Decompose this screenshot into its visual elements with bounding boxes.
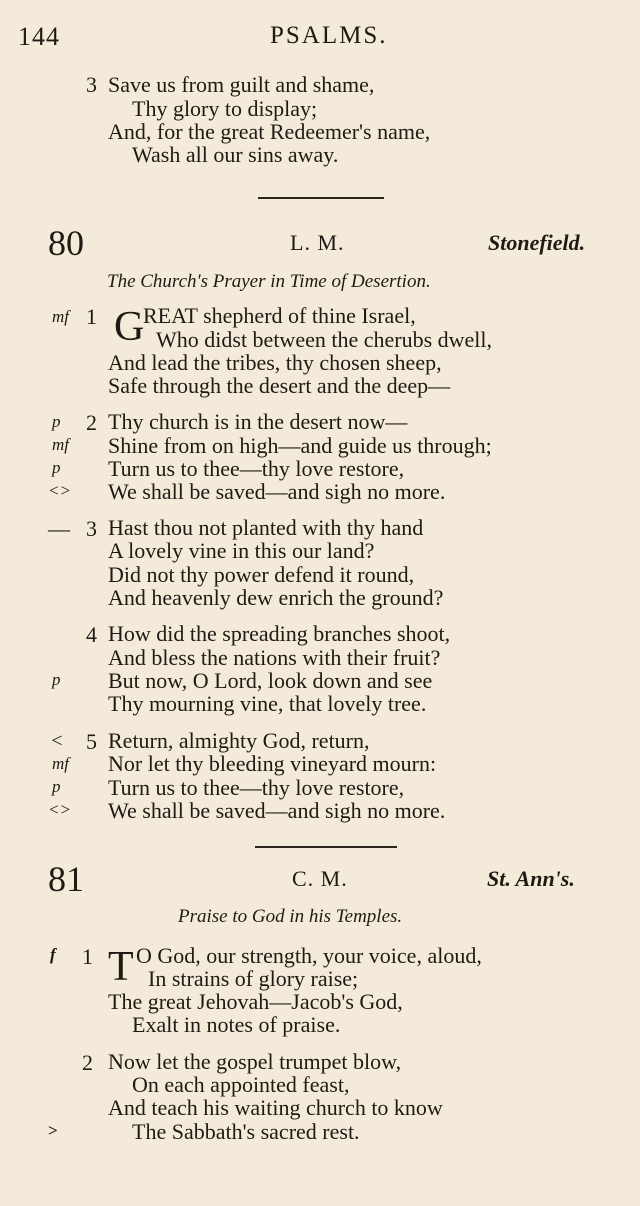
dynamic-mark: f <box>50 945 56 964</box>
page-number: 144 <box>18 22 60 51</box>
verse-line: Shine from on high—and guide us through; <box>108 433 492 458</box>
hymn-number: 80 <box>48 223 84 263</box>
verse-number: 4 <box>86 622 97 647</box>
verse-number: 3 <box>86 516 97 541</box>
verse-line: But now, O Lord, look down and see <box>108 668 433 693</box>
dynamic-mark: <> <box>48 481 71 500</box>
dynamic-mark: mf <box>52 754 69 773</box>
hymn-meter: L. M. <box>290 230 345 255</box>
verse-number: 3 <box>86 72 97 97</box>
dynamic-mark: p <box>52 412 61 431</box>
drop-cap: T <box>108 944 134 990</box>
verse-line: And bless the nations with their fruit? <box>108 645 441 670</box>
dynamic-mark: — <box>48 516 70 541</box>
verse-line: Exalt in notes of praise. <box>132 1012 341 1037</box>
verse-line: In strains of glory raise; <box>148 966 359 991</box>
dynamic-mark: <> <box>48 800 71 819</box>
verse-line: Who didst between the cherubs dwell, <box>156 327 493 352</box>
verse-line: Return, almighty God, return, <box>108 728 370 753</box>
verse-line: Nor let thy bleeding vineyard mourn: <box>108 751 437 776</box>
hymn-tune: Stonefield. <box>488 230 586 255</box>
verse-line: The great Jehovah—Jacob's God, <box>108 989 403 1014</box>
verse-line: Turn us to thee—thy love restore, <box>108 456 405 481</box>
dynamic-mark: p <box>52 458 61 477</box>
dynamic-mark: > <box>48 1121 58 1140</box>
verse-line: Thy glory to display; <box>132 96 318 121</box>
verse-line: Hast thou not planted with thy hand <box>108 515 424 540</box>
divider <box>255 846 397 848</box>
verse-line: Thy mourning vine, that lovely tree. <box>108 691 427 716</box>
verse-line: On each appointed feast, <box>132 1072 350 1097</box>
verse-line: A lovely vine in this our land? <box>108 538 375 563</box>
dynamic-mark: p <box>52 777 61 796</box>
hymn-number: 81 <box>48 859 84 899</box>
verse-line: O God, our strength, your voice, aloud, <box>136 943 482 968</box>
verse-line: Did not thy power defend it round, <box>108 562 415 587</box>
verse-line: Now let the gospel trumpet blow, <box>108 1049 402 1074</box>
dynamic-mark: mf <box>52 307 69 326</box>
dynamic-mark: mf <box>52 435 69 454</box>
verse-line: Save us from guilt and shame, <box>108 72 375 97</box>
dynamic-mark: < <box>50 730 64 752</box>
verse-line: Wash all our sins away. <box>132 142 339 167</box>
verse-line: The Sabbath's sacred rest. <box>132 1119 360 1144</box>
page-title: PSALMS. <box>270 22 388 49</box>
verse-line: And teach his waiting church to know <box>108 1095 443 1120</box>
verse-number: 5 <box>86 729 97 754</box>
verse-line: Turn us to thee—thy love restore, <box>108 775 405 800</box>
hymn-tune: St. Ann's. <box>487 866 575 891</box>
divider <box>258 197 384 199</box>
verse-number: 2 <box>86 410 97 435</box>
verse-line: REAT shepherd of thine Israel, <box>143 303 416 328</box>
verse-line: Safe through the desert and the deep— <box>108 373 451 398</box>
hymn-subtitle: Praise to God in his Temples. <box>178 906 403 927</box>
verse-line: And, for the great Redeemer's name, <box>108 119 431 144</box>
verse-number: 1 <box>82 944 93 969</box>
verse-line: How did the spreading branches shoot, <box>108 621 451 646</box>
verse-line: Thy church is in the desert now— <box>108 409 408 434</box>
verse-number: 2 <box>82 1050 93 1075</box>
drop-cap: G <box>114 304 145 350</box>
dynamic-mark: p <box>52 670 61 689</box>
hymn-meter: C. M. <box>292 866 348 891</box>
verse-line: And heavenly dew enrich the ground? <box>108 585 444 610</box>
verse-line: We shall be saved—and sigh no more. <box>108 479 446 504</box>
verse-line: We shall be saved—and sigh no more. <box>108 798 446 823</box>
hymn-subtitle: The Church's Prayer in Time of Desertion. <box>107 271 431 292</box>
verse-number: 1 <box>86 304 97 329</box>
verse-line: And lead the tribes, thy chosen sheep, <box>108 350 442 375</box>
